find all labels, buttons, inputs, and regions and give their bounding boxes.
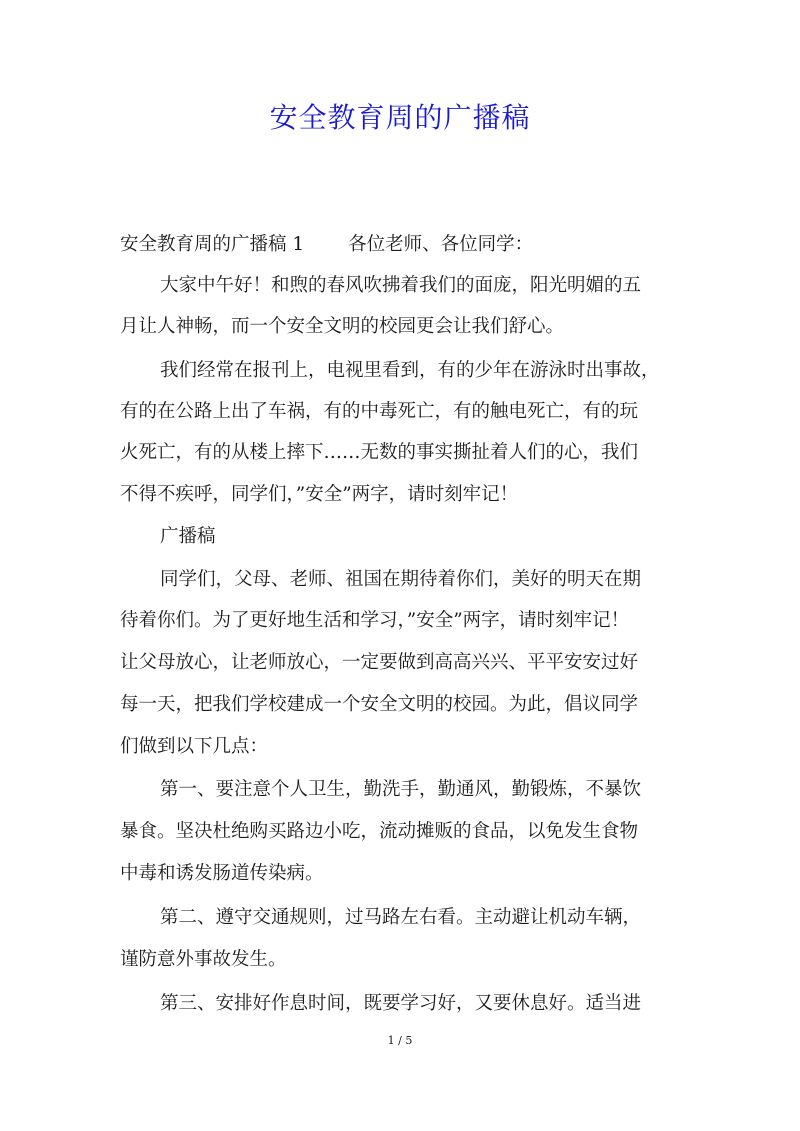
paragraph-line: 大家中午好！和煦的春风吹拂着我们的面庞，阳光明媚的五 <box>160 275 642 296</box>
document-title: 安全教育周的广播稿 <box>269 101 531 134</box>
heading-line <box>120 230 690 260</box>
paragraph-line: 有的在公路上出了车祸，有的中毒死亡，有的触电死亡，有的玩 <box>120 401 639 422</box>
paragraph-line: 第三、安排好作息时间，既要学习好，又要休息好。适当进 <box>160 993 642 1014</box>
page-number: 1 / 5 <box>387 1034 413 1047</box>
heading-label: 安全教育周的广播稿 1 <box>120 234 305 255</box>
salutation: 各位老师、各位同学： <box>348 234 534 255</box>
paragraph-line: 第一、要注意个人卫生，勤洗手，勤通风，勤锻炼，不暴饮 <box>160 779 642 800</box>
paragraph-line: 暴食。坚决杜绝购买路边小吃，流动摊贩的食品，以免发生食物 <box>120 821 639 842</box>
paragraph-line: 让父母放心，让老师放心，一定要做到高高兴兴、平平安安过好 <box>120 652 639 673</box>
paragraph-line: 我们经常在报刊上，电视里看到，有的少年在游泳时出事故， <box>160 360 660 381</box>
paragraph-line: 火死亡，有的从楼上摔下……无数的事实撕扯着人们的心，我们 <box>120 442 639 463</box>
paragraph-line: 中毒和诱发肠道传染病。 <box>120 863 324 884</box>
section-label: 广播稿 <box>160 526 216 547</box>
paragraph-line: 每一天，把我们学校建成一个安全文明的校园。为此，倡议同学 <box>120 694 639 715</box>
paragraph-line: 们做到以下几点： <box>120 736 269 757</box>
paragraph-line: 待着你们。为了更好地生活和学习，”安全”两字，请时刻牢记！ <box>120 610 630 631</box>
paragraph-line: 第二、遵守交通规则，过马路左右看。主动避让机动车辆， <box>160 907 642 928</box>
paragraph-line: 月让人神畅，而一个安全文明的校园更会让我们舒心。 <box>120 316 565 337</box>
paragraph-line: 谨防意外事故发生。 <box>120 949 287 970</box>
paragraph-line: 不得不疾呼，同学们，”安全”两字，请时刻牢记！ <box>120 484 519 505</box>
paragraph-line: 同学们，父母、老师、祖国在期待着你们，美好的明天在期 <box>160 569 642 590</box>
